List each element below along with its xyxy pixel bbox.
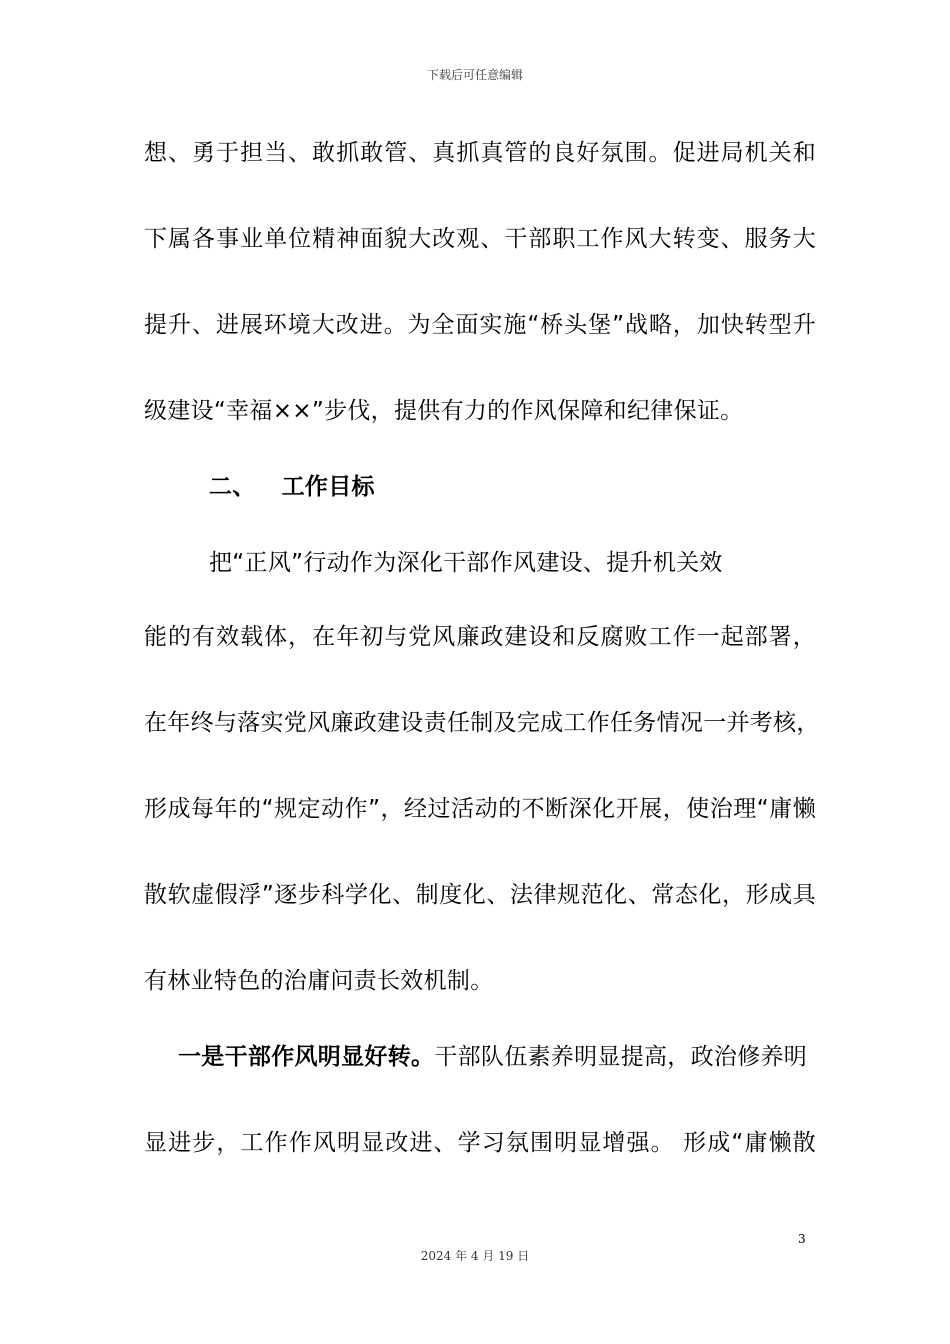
paragraph-line xyxy=(178,1042,807,1072)
section-heading xyxy=(209,472,375,502)
paragraph-line: 在年终与落实党风廉政建设责任制及完成工作任务情况一并考核， xyxy=(144,710,820,736)
paragraph-line: 显进步，工作作风明显改进、学习氛围明显增强。 形成“庸懒散 xyxy=(144,1130,816,1156)
paragraph-line: 级建设“幸福××”步伐，提供有力的作风保障和纪律保证。 xyxy=(144,398,744,424)
header-note: 下载后可任意编辑 xyxy=(426,68,523,82)
section-title: 工作目标 xyxy=(281,474,375,500)
paragraph-line: 下属各事业单位精神面貌大改观、干部职工作风大转变、服务大 xyxy=(144,226,816,252)
paragraph-line: 想、勇于担当、敢抓敢管、真抓真管的良好氛围。促进局机关和 xyxy=(144,140,816,166)
paragraph-lead: 一是干部作风明显好转。 xyxy=(178,1044,435,1070)
paragraph-text: 干部队伍素养明显提高，政治修养明 xyxy=(434,1044,808,1070)
page-number: 3 xyxy=(798,1232,806,1246)
paragraph-line: 有林业特色的治庸问责长效机制。 xyxy=(144,968,494,994)
paragraph-line: 能的有效载体，在年初与党风廉政建设和反腐败工作一起部署， xyxy=(144,624,816,650)
paragraph-line: 散软虚假浮”逐步科学化、制度化、法律规范化、常态化，形成具 xyxy=(144,882,816,908)
paragraph-line: 提升、进展环境大改进。为全面实施“桥头堡”战略，加快转型升 xyxy=(144,312,816,338)
paragraph-line: 把“正风”行动作为深化干部作风建设、提升机关效 xyxy=(209,550,723,576)
section-number: 二、 xyxy=(209,474,256,500)
paragraph-line: 形成每年的“规定动作”，经过活动的不断深化开展，使治理“庸懒 xyxy=(144,796,816,822)
footer-date: 2024 年 4 月 19 日 xyxy=(420,1249,530,1263)
